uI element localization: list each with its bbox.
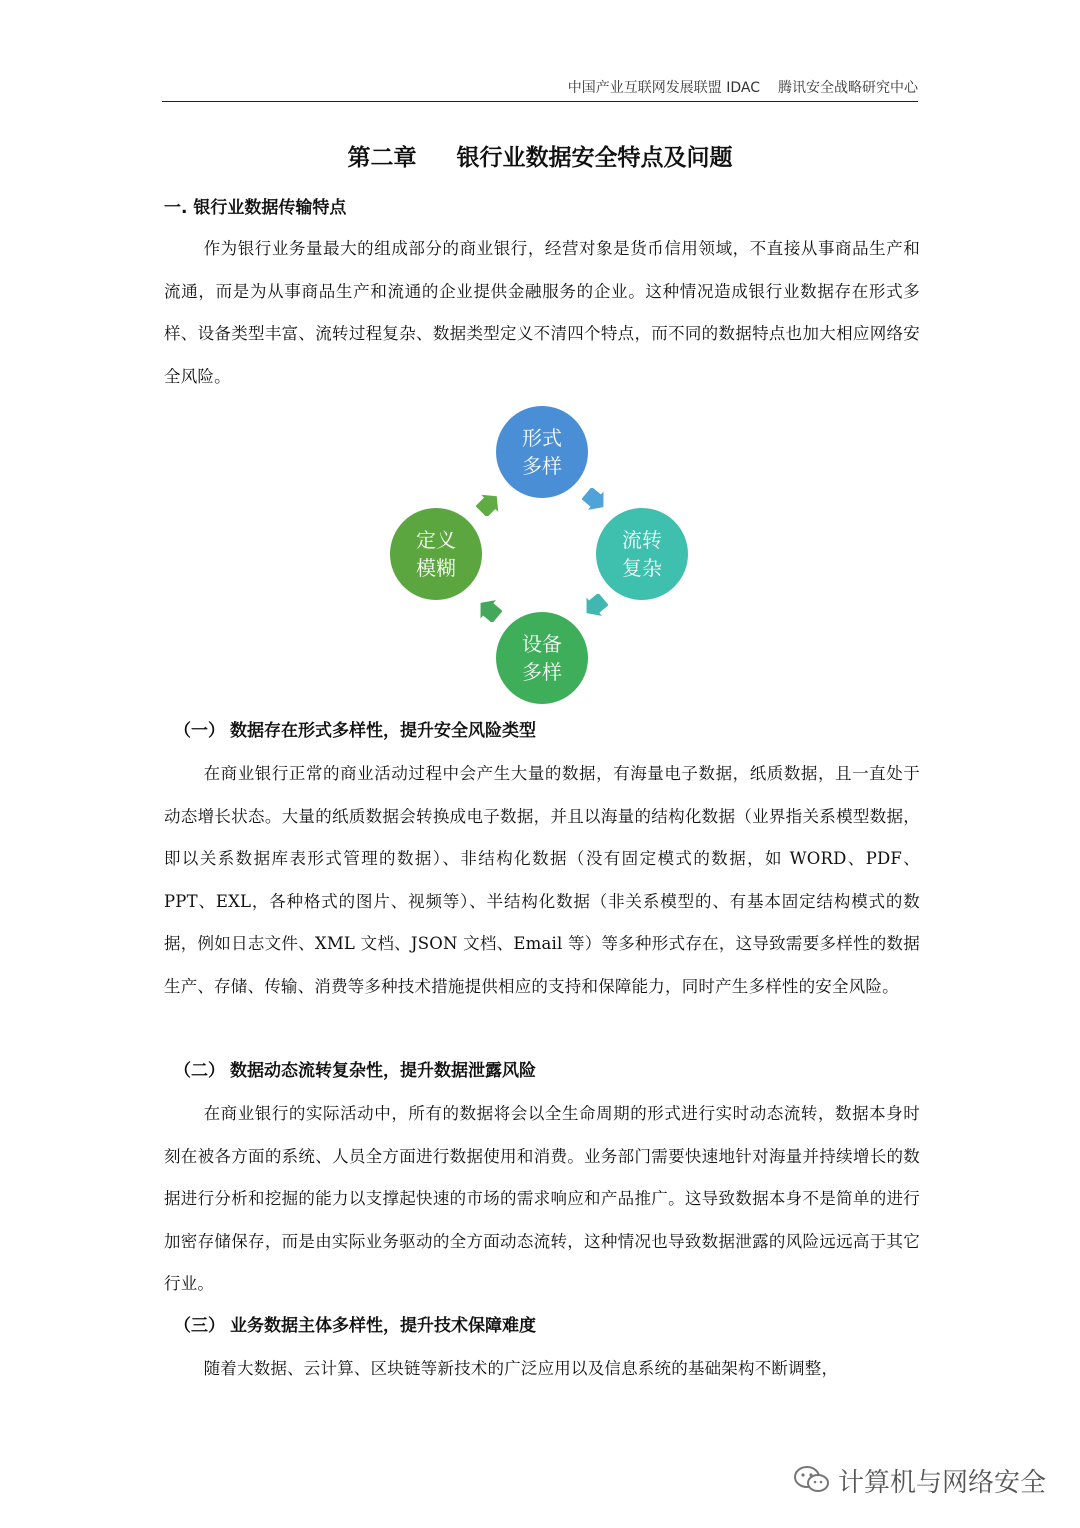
arrow-up-left-icon <box>476 598 502 622</box>
section-paragraph: 作为银行业务量最大的组成部分的商业银行，经营对象是货币信用领域，不直接从事商品生产和流通，而是为从事商品生产和流通的企业提供金融服务的企业。这种情况造成银行业数据存在形式多样、设备类型丰富、流转过程复杂、数据类型定义不清四个特点，而不同的数据特点也加大相应网络安全风险。 <box>164 239 920 386</box>
node-label: 多样 <box>522 454 562 478</box>
arrow-down-left-icon <box>582 594 608 618</box>
header-org-idac: 中国产业互联网发展联盟 IDAC <box>567 80 760 96</box>
subsection-mark: （三） <box>174 1316 225 1336</box>
chapter-number: 第二章 <box>347 145 417 171</box>
node-definition-vague <box>390 508 482 600</box>
subsection-paragraph-2: 在商业银行的实际活动中，所有的数据将会以全生命周期的形式进行实时动态流转，数据本身时刻在被各方面的系统、人员全方面进行数据使用和消费。业务部门需要快速地针对海量并持续增长的数据进行分析和挖掘的能力以支撑起快速的市场的需求响应和产品推广。这导致数据本身不是简单的进行加密存储保存，而是由实际业务驱动的全方面动态流转，这种情况也导致数据泄露的风险远远高于其它行业。 <box>164 1104 920 1293</box>
subsection-title: 数据存在形式多样性，提升安全风险类型 <box>230 721 536 741</box>
watermark-text: 计算机与网络安全 <box>837 1467 1046 1498</box>
subsection-heading-2 <box>174 1058 536 1084</box>
subsection-title: 业务数据主体多样性，提升技术保障难度 <box>230 1316 536 1336</box>
node-flow-complex <box>596 508 688 600</box>
node-label: 设备 <box>522 632 562 656</box>
node-label: 复杂 <box>622 556 662 580</box>
header-org-tencent: 腾讯安全战略研究中心 <box>778 80 918 96</box>
subsection-mark: （一） <box>174 721 225 741</box>
subsection-title: 数据动态流转复杂性，提升数据泄露风险 <box>230 1061 536 1081</box>
node-label: 多样 <box>522 660 562 684</box>
subsection-heading-1 <box>174 718 536 744</box>
section-heading: 一. 银行业数据传输特点 <box>164 198 347 218</box>
node-device-variety <box>496 612 588 704</box>
node-form-variety <box>496 406 588 498</box>
subsection-paragraph-3: 随着大数据、云计算、区块链等新技术的广泛应用以及信息系统的基础架构不断调整， <box>203 1359 839 1378</box>
cycle-diagram <box>380 400 700 720</box>
subsection-mark: （二） <box>174 1061 225 1081</box>
node-label: 形式 <box>522 426 562 450</box>
watermark <box>792 1460 1046 1500</box>
node-label: 定义 <box>416 528 456 552</box>
subsection-paragraph-1: 在商业银行正常的商业活动过程中会产生大量的数据，有海量电子数据，纸质数据，且一直处于动态增长状态。大量的纸质数据会转换成电子数据，并且以海量的结构化数据（业界指关系模型数据，即以关系数据库表形式管理的数据）、非结构化数据（没有固定模式的数据，如 WORD、PDF、PPT、EXL，各种格式的图片、视频等）、半结构化数据（非关系模型的、有基本固定结构模式的数据，例如日志文件、XML 文档、JSON 文档、Email 等）等多种形式存在，这导致需要多样性的数据生产、存储、传输、消费等多种技术措施提供相应的支持和保障能力，同时产生多样性的安全风险。 <box>164 764 920 996</box>
node-label: 流转 <box>622 528 662 552</box>
wechat-icon <box>792 1464 832 1496</box>
subsection-heading-3 <box>174 1313 536 1339</box>
header-rule <box>162 101 918 102</box>
chapter-heading: 银行业数据安全特点及问题 <box>456 145 733 171</box>
chapter-title <box>162 141 918 175</box>
node-label: 模糊 <box>416 556 456 580</box>
arrow-up-right-icon <box>476 492 502 516</box>
page-header <box>162 76 918 100</box>
arrow-down-right-icon <box>582 488 608 512</box>
